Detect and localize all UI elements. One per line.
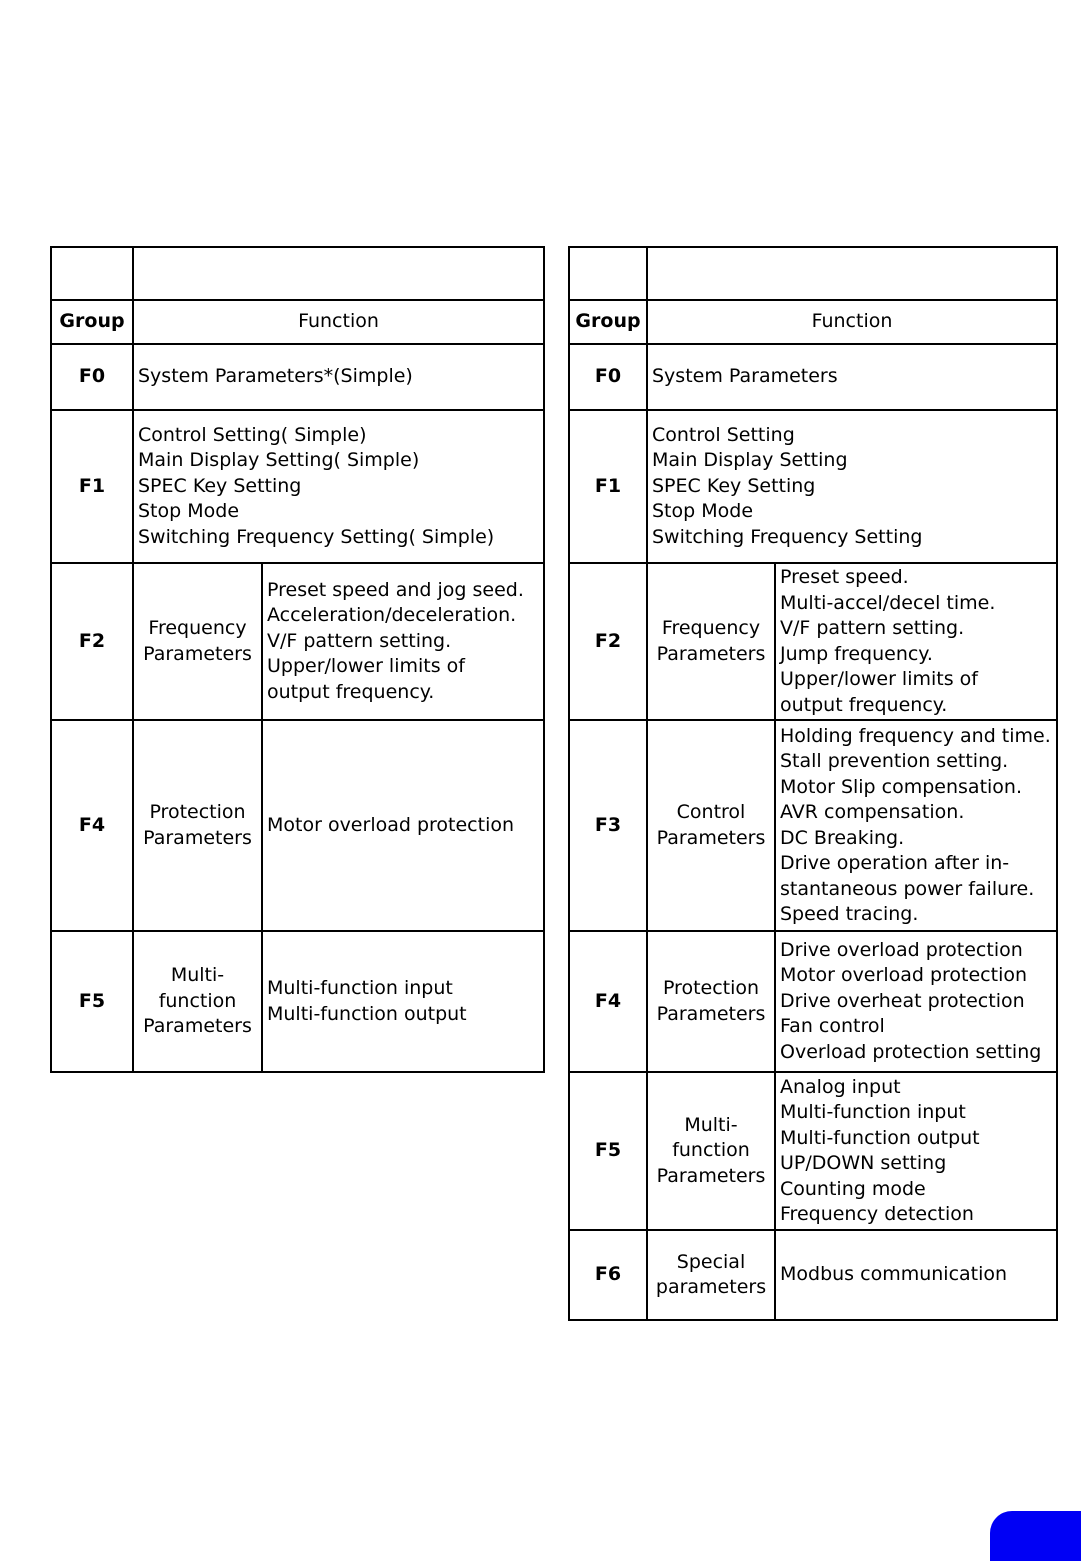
blank-row bbox=[51, 247, 544, 300]
category-line: Protection bbox=[149, 801, 246, 823]
function-line: Preset speed. bbox=[780, 566, 909, 588]
function-line: output frequency. bbox=[267, 680, 435, 703]
function-line: Motor overload protection bbox=[780, 964, 1028, 987]
function-line: Multi-function output bbox=[780, 1126, 980, 1149]
function-line: Multi-function input bbox=[267, 977, 453, 999]
group-code: F4 bbox=[51, 720, 133, 931]
function-line: Acceleration/deceleration. bbox=[267, 604, 517, 627]
function-line: SPEC Key Setting bbox=[138, 474, 302, 497]
function-cell bbox=[647, 344, 1057, 410]
function-line: Motor Slip compensation. bbox=[780, 775, 1023, 798]
category-cell bbox=[647, 563, 775, 720]
function-line: Stop Mode bbox=[138, 500, 240, 523]
category-cell bbox=[647, 1072, 775, 1230]
function-line: Drive overload protection bbox=[780, 938, 1023, 961]
function-line: Overload protection setting bbox=[780, 1040, 1042, 1063]
function-line: Fan control bbox=[780, 1015, 885, 1038]
function-line: Upper/lower limits of bbox=[780, 668, 978, 690]
category-line: parameters bbox=[655, 1276, 767, 1298]
function-line: Motor overload protection bbox=[267, 813, 515, 836]
function-line: Switching Frequency Setting( Simple) bbox=[138, 525, 495, 548]
group-code: F2 bbox=[51, 563, 133, 720]
category-line: Parameters bbox=[656, 1164, 766, 1187]
function-line: Upper/lower limits of bbox=[267, 655, 465, 678]
blank-row bbox=[569, 247, 1057, 300]
group-code: F4 bbox=[569, 931, 647, 1072]
group-code: F1 bbox=[51, 410, 133, 563]
category-line: Frequency bbox=[661, 617, 761, 639]
function-header: Function bbox=[133, 300, 544, 344]
table-row bbox=[569, 344, 1057, 410]
table-row bbox=[51, 563, 544, 720]
function-cell bbox=[133, 344, 544, 410]
group-code: F5 bbox=[569, 1072, 647, 1230]
category-line: Parameters bbox=[656, 642, 766, 665]
function-cell bbox=[775, 1230, 1057, 1320]
function-cell bbox=[262, 720, 544, 931]
function-line: Speed tracing. bbox=[780, 903, 919, 925]
function-cell bbox=[775, 720, 1057, 931]
group-header: Group bbox=[51, 300, 133, 344]
table-row bbox=[51, 344, 544, 410]
category-line: Control bbox=[676, 801, 746, 823]
function-line: Switching Frequency Setting bbox=[652, 525, 923, 548]
category-line: function bbox=[158, 989, 237, 1012]
category-line: Frequency bbox=[148, 617, 247, 639]
function-cell bbox=[775, 563, 1057, 720]
function-line: Preset speed and jog seed. bbox=[267, 578, 524, 601]
category-line: Parameters bbox=[656, 1002, 766, 1025]
table-row bbox=[51, 931, 544, 1072]
category-cell bbox=[647, 720, 775, 931]
group-code: F2 bbox=[569, 563, 647, 720]
function-line: UP/DOWN setting bbox=[780, 1152, 947, 1174]
function-line: Analog input bbox=[780, 1075, 901, 1098]
function-line: V/F pattern setting. bbox=[780, 617, 965, 639]
category-line: Parameters bbox=[143, 826, 252, 849]
table-row bbox=[569, 1072, 1057, 1230]
table-row bbox=[569, 931, 1057, 1072]
header-row bbox=[51, 300, 544, 344]
function-line: Multi-accel/decel time. bbox=[780, 591, 996, 614]
function-line: stantaneous power failure. bbox=[780, 877, 1035, 900]
group-code: F0 bbox=[51, 344, 133, 410]
function-line: Frequency detection bbox=[780, 1203, 974, 1225]
function-line: SPEC Key Setting bbox=[652, 474, 816, 497]
category-line: Protection bbox=[662, 977, 760, 999]
parameter-table-left bbox=[50, 246, 545, 1073]
category-line: Multi- bbox=[684, 1113, 738, 1136]
category-line: function bbox=[672, 1139, 750, 1162]
parameter-table-right bbox=[568, 246, 1058, 1321]
function-line: Multi-function output bbox=[267, 1002, 467, 1025]
category-cell bbox=[647, 1230, 775, 1320]
category-cell bbox=[133, 931, 262, 1072]
category-line: Parameters bbox=[143, 1015, 252, 1038]
function-line: Stall prevention setting. bbox=[780, 750, 1009, 772]
function-line: System Parameters*(Simple) bbox=[138, 365, 413, 388]
function-line: Main Display Setting( Simple) bbox=[138, 449, 420, 472]
group-code: F5 bbox=[51, 931, 133, 1072]
function-line: Control Setting( Simple) bbox=[138, 423, 367, 446]
function-line: AVR compensation. bbox=[780, 801, 965, 823]
function-cell bbox=[775, 931, 1057, 1072]
function-cell bbox=[133, 410, 544, 563]
group-code: F0 bbox=[569, 344, 647, 410]
category-cell bbox=[133, 720, 262, 931]
function-line: Drive operation after in- bbox=[780, 852, 1010, 874]
group-code: F6 bbox=[569, 1230, 647, 1320]
function-line: Jump frequency. bbox=[780, 642, 933, 665]
function-line: Control Setting bbox=[652, 423, 795, 446]
function-cell bbox=[647, 410, 1057, 563]
category-line: Parameters bbox=[656, 826, 766, 849]
category-cell bbox=[647, 931, 775, 1072]
category-line: Parameters bbox=[143, 642, 252, 665]
function-line: Stop Mode bbox=[652, 500, 754, 523]
function-line: Counting mode bbox=[780, 1177, 926, 1200]
function-cell bbox=[262, 931, 544, 1072]
function-header: Function bbox=[647, 300, 1057, 344]
function-line: V/F pattern setting. bbox=[267, 629, 452, 652]
group-code: F1 bbox=[569, 410, 647, 563]
function-line: Modbus communication bbox=[780, 1263, 1008, 1286]
table-row bbox=[569, 563, 1057, 720]
function-cell bbox=[262, 563, 544, 720]
category-line: Special bbox=[676, 1250, 746, 1273]
header-row bbox=[569, 300, 1057, 344]
function-line: DC Breaking. bbox=[780, 826, 905, 849]
function-line: Drive overheat protection bbox=[780, 989, 1025, 1012]
function-line: Holding frequency and time. bbox=[780, 724, 1051, 747]
function-line: output frequency. bbox=[780, 693, 948, 716]
function-line: Multi-function input bbox=[780, 1101, 966, 1123]
table-row bbox=[51, 720, 544, 931]
group-header: Group bbox=[569, 300, 647, 344]
function-line: System Parameters bbox=[652, 365, 838, 388]
page-corner-tab bbox=[990, 1511, 1081, 1561]
category-line: Multi- bbox=[170, 964, 225, 987]
category-cell bbox=[133, 563, 262, 720]
function-cell bbox=[775, 1072, 1057, 1230]
group-code: F3 bbox=[569, 720, 647, 931]
function-line: Main Display Setting bbox=[652, 449, 848, 472]
table-row bbox=[569, 410, 1057, 563]
table-row bbox=[51, 410, 544, 563]
table-row bbox=[569, 720, 1057, 931]
table-row bbox=[569, 1230, 1057, 1320]
